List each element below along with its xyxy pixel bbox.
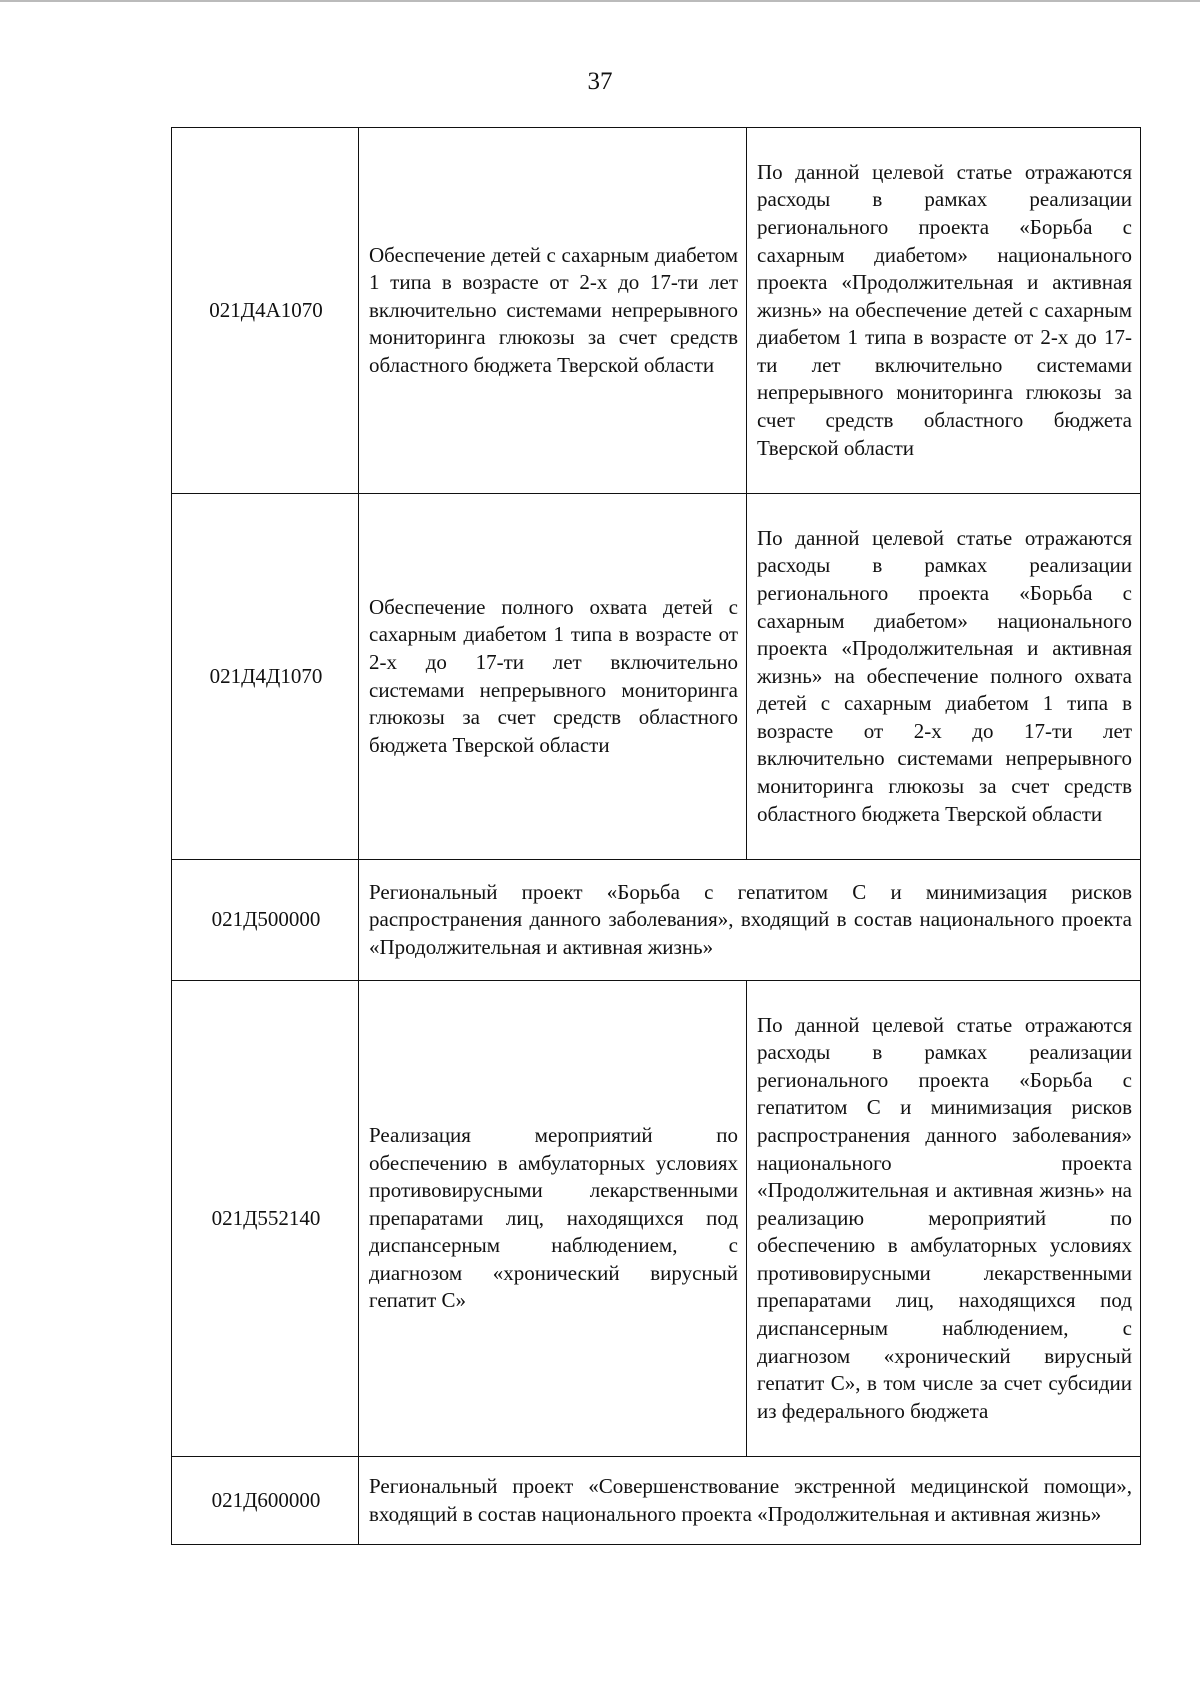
row-description: По данной целевой статье отражаются расходы в рамках реализации регионального проекта «Борьба с сахарным диабетом» национального проекта «Продолжительная и активная жизнь» на обеспечение полного охвата детей с сахарным диабетом 1 типа в возрасте от 2-х до 17-ти лет включительно системами непрерывного мониторинга глюкозы за счет средств областного бюджета Тверской области [747, 494, 1141, 860]
page-number: 37 [587, 68, 613, 95]
row-project-title: Региональный проект «Совершенствование экстренной медицинской помощи», входящий в состав национального проекта «Продолжительная и активная жизнь» [359, 1457, 1141, 1545]
table-row [172, 1457, 1141, 1545]
row-project-title: Региональный проект «Борьба с гепатитом С и минимизация рисков распространения данного заболевания», входящий в состав национального проекта «Продолжительная и активная жизнь» [359, 860, 1141, 981]
table-row [172, 494, 1141, 860]
row-code: 021Д4А1070 [172, 128, 359, 494]
row-code: 021Д552140 [172, 981, 359, 1457]
scan-edge [0, 0, 1200, 2]
row-description: По данной целевой статье отражаются расходы в рамках реализации регионального проекта «Борьба с сахарным диабетом» национального проекта «Продолжительная и активная жизнь» на обеспечение детей с сахарным диабетом 1 типа в возрасте от 2-х до 17-ти лет включительно системами непрерывного мониторинга глюкозы за счет средств областного бюджета Тверской области [747, 128, 1141, 494]
row-name: Обеспечение полного охвата детей с сахарным диабетом 1 типа в возрасте от 2-х до 17-ти лет включительно системами непрерывного мониторинга глюкозы за счет средств областного бюджета Тверской области [359, 494, 747, 860]
row-name: Реализация мероприятий по обеспечению в амбулаторных условиях противовирусными лекарственными препаратами лиц, находящихся под диспансерным наблюдением, с диагнозом «хронический вирусный гепатит С» [359, 981, 747, 1457]
row-code: 021Д4Д1070 [172, 494, 359, 860]
table-row [172, 128, 1141, 494]
table-row [172, 860, 1141, 981]
row-code: 021Д500000 [172, 860, 359, 981]
table-row [172, 981, 1141, 1457]
row-code: 021Д600000 [172, 1457, 359, 1545]
target-articles-table [171, 127, 1141, 1545]
row-name: Обеспечение детей с сахарным диабетом 1 типа в возрасте от 2-х до 17-ти лет включительно системами непрерывного мониторинга глюкозы за счет средств областного бюджета Тверской области [359, 128, 747, 494]
row-description: По данной целевой статье отражаются расходы в рамках реализации регионального проекта «Борьба с гепатитом С и минимизация рисков распространения данного заболевания» национального проекта «Продолжительная и активная жизнь» на реализацию мероприятий по обеспечению в амбулаторных условиях противовирусными лекарственными препаратами лиц, находящихся под диспансерным наблюдением, с диагнозом «хронический вирусный гепатит С», в том числе за счет субсидии из федерального бюджета [747, 981, 1141, 1457]
